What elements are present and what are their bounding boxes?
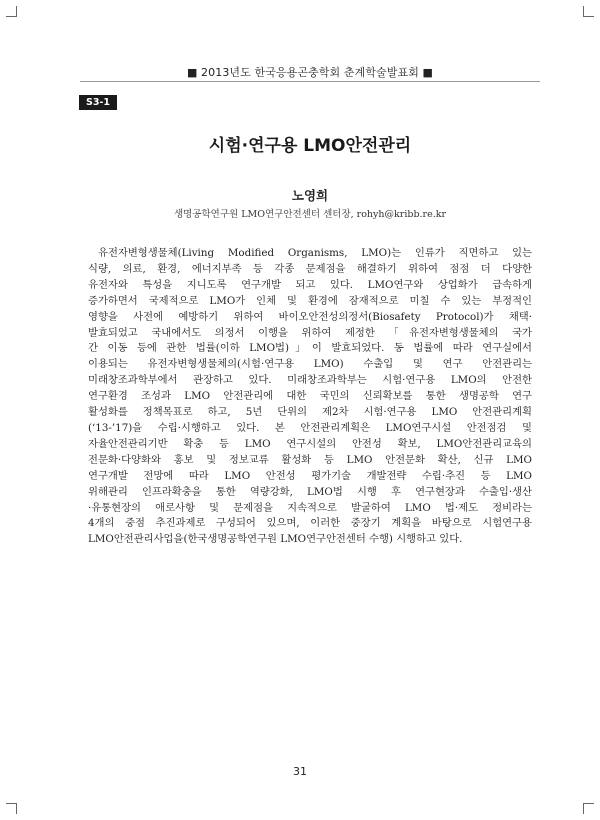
crop-mark-bottom-right bbox=[583, 803, 594, 814]
body-line: (‘13-’17)을 수립·시행하고 있다. 본 안전관리계획은 LMO연구시설 안전점검 및 bbox=[88, 421, 532, 434]
page-number: 31 bbox=[293, 765, 307, 778]
author-name: 노영희 bbox=[291, 188, 329, 203]
body-line: 연구개발 전망에 따라 LMO 안전성 평가기술 개발전략 수립·추진 등 LMO bbox=[88, 469, 532, 482]
paper-title: 시험·연구용 LMO안전관리 bbox=[208, 136, 412, 156]
crop-mark-bottom-left bbox=[6, 803, 17, 814]
body-line: 영향을 사전에 예방하기 위하여 바이오안전성의정서(Biosafety Protocol)가 채택· bbox=[88, 310, 532, 323]
running-header: ■ 2013년도 한국응용곤충학회 춘계학술발표회 ■ bbox=[186, 66, 434, 79]
body-line: 연구환경 조성과 LMO 안전관리에 대한 국민의 신뢰확보를 통한 생명공학 연구 bbox=[88, 390, 532, 403]
author-affiliation: 생명공학연구원 LMO연구안전센터 센터장, rohyh@kribb.re.kr bbox=[173, 209, 447, 220]
body-line: 간 이동 등에 관한 법률(이하 LMO법)」이 발효되었다. 동 법률에 따라 연구실에서 bbox=[88, 342, 532, 355]
crop-mark-top-left bbox=[6, 6, 17, 17]
body-line: 발효되었고 국내에서도 의정서 이행을 위하여 제정한 「유전자변형생물체의 국가 bbox=[88, 326, 532, 339]
header-rule bbox=[80, 81, 540, 82]
body-line: 이용되는 유전자변형생물체의(시험·연구용 LMO) 수출입 및 연구 안전관리는 bbox=[88, 358, 532, 371]
body-line: ·유통현장의 애로사항 및 문제점을 지속적으로 발굴하여 LMO 법·제도 정비라는 bbox=[88, 501, 532, 514]
crop-mark-top-right bbox=[583, 6, 594, 17]
body-line: LMO안전관리사업을(한국생명공학연구원 LMO연구안전센터 수행) 시행하고 있다. bbox=[88, 533, 463, 546]
body-line: 미래창조과학부에서 관장하고 있다. 미래창조과학부는 시험·연구용 LMO의 안전한 bbox=[88, 374, 532, 387]
body-line: 식량, 의료, 환경, 에너지부족 등 각종 문제점을 해결하기 위하여 점점 더 다양한 bbox=[88, 262, 532, 275]
body-line: 활성화를 정책목표로 하고, 5년 단위의 제2차 시험·연구용 LMO 안전관리계획 bbox=[88, 406, 532, 419]
body-line: 증가하면서 국제적으로 LMO가 인체 및 환경에 잠재적으로 미칠 수 있는 부정적인 bbox=[88, 294, 532, 307]
abstract-body bbox=[88, 246, 532, 548]
body-line: 자율안전관리기반 확충 등 LMO 연구시설의 안전성 확보, LMO안전관리교육의 bbox=[88, 437, 532, 450]
section-code-badge: S3-1 bbox=[79, 95, 117, 110]
body-line: 전문화·다양화와 홍보 및 정보교류 활성화 등 LMO 안전문화 확산, 신규 LMO bbox=[88, 453, 532, 466]
body-line: 유전자변형생물체(Living Modified Organisms, LMO)는 인류가 직면하고 있는 bbox=[98, 247, 532, 259]
body-line: 위해관리 인프라확충을 통한 역량강화, LMO법 시행 후 연구현장과 수출입·생산 bbox=[88, 485, 532, 498]
body-line: 4개의 중점 추진과제로 구성되어 있으며, 이러한 중장기 계획을 바탕으로 시험연구용 bbox=[88, 517, 532, 530]
body-line: 유전자와 특성을 지니도록 연구개발 되고 있다. LMO연구와 상업화가 급속하게 bbox=[88, 278, 532, 291]
